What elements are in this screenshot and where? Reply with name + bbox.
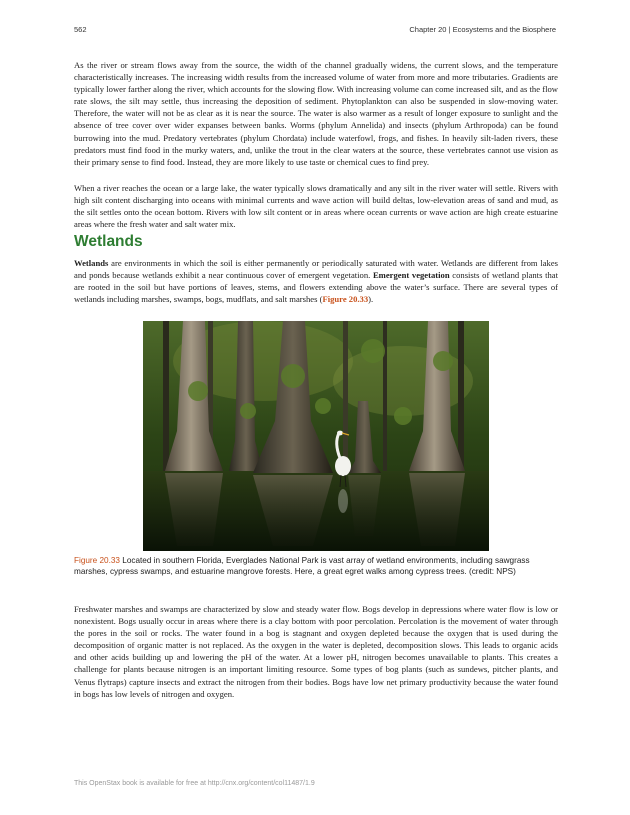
paragraph-river-ocean: When a river reaches the ocean or a large lake, the water typically slows dramatically and any silt in the river water will settle. Rivers with high silt content discharging into oceans with minimal currents and wave action will build deltas, low-elevation areas of sand and mud, as the silt settles onto the ocean bottom. Rivers with low silt content or in areas where ocean currents or wave action are high create estuarine areas where the fresh water and salt water mix. (74, 183, 558, 230)
term-emergent-vegetation: Emergent vegetation (372, 270, 450, 281)
wetlands-text-3: ). (368, 294, 374, 305)
figure-caption-text: Located in southern Florida, Everglades National Park is vast array of wetland environments, including sawgrass marshes, cypress swamps, and estuarine mangrove forests. Here, a great egret walks among cypress trees. (credit: NPS) (74, 556, 530, 577)
figure-cypress-swamp-photo (143, 321, 489, 551)
wetlands-text-2: consists of wetland plants that are rooted in the soil but have portions of leaves, stems, and flowers extending above the water’s surface. There are several types of wetlands including marshes, swamps, bogs, mudflats, and salt marshes ( (74, 270, 558, 305)
chapter-title: Chapter 20 | Ecosystems and the Biosphere (409, 25, 556, 34)
term-wetlands: Wetlands (74, 258, 109, 268)
wetlands-text-1: are environments in which the soil is either permanently or periodically saturated with water. Wetlands are different from lakes and ponds because wetlands exhibit a near continuous cover of emergent vegetation. (74, 258, 558, 281)
figure-caption-label: Figure 20.33 (74, 556, 120, 565)
page-header (74, 25, 556, 37)
figure-link[interactable]: Figure 20.33 (322, 294, 369, 305)
cypress-swamp-image (143, 321, 489, 551)
page-footer: This OpenStax book is available for free at http://cnx.org/content/col11487/1.9 (74, 780, 315, 787)
paragraph-bogs: Freshwater marshes and swamps are characterized by slow and steady water flow. Bogs develop in depressions where water flow is low or nonexistent. Bogs usually occur in areas where there is a clay bottom with poor percolation. Percolation is the movement of water through the pores in the soil or rocks. The water found in a bog is stagnant and oxygen depleted because the oxygen that is used during the decomposition of organic matter is not replaced. As the oxygen in the water is depleted, decomposition slows. This leads to organic acids and other acids building up and lowering the pH of the water. At a lower pH, nitrogen becomes unavailable to plants. This creates a challenge for plants because nitrogen is an important limiting resource. Some types of bog plants (such as sundews, pitcher plants, and Venus flytraps) capture insects and extract the nitrogen from their bodies. Bogs have low net primary productivity because the water found in bogs has low levels of nitrogen and oxygen. (74, 604, 558, 699)
section-heading-wetlands: Wetlands (74, 233, 143, 250)
paragraph-river-flow: As the river or stream flows away from the source, the width of the channel gradually widens, the current slows, and the temperature characteristically increases. The increasing width results from the increased volume of water from more and more tributaries. Gradients are typically lower farther along the river, which accounts for the slowing flow. With increasing volume can come increased silt, and as the flow rate slows, the silt may settle, thus increasing the deposition of sediment. Phytoplankton can also be suspended in slow-moving water. Therefore, the water will not be as clear as it is near the source. The water is also warmer as a result of longer exposure to sunlight and the absence of tree cover over wider expanses between banks. Worms (phylum Annelida) and insects (phylum Arthropoda) can be found burrowing into the mud. Predatory vertebrates (phylum Chordata) include waterfowl, frogs, and fishes. In heavily silt-laden rivers, these predators must find food in the murky waters, and, unlike the trout in the clear waters at the source, these vertebrates cannot use vision as their primary sense to find food. Instead, they are more likely to use taste or chemical cues to find prey. (74, 60, 558, 167)
page-number: 562 (74, 25, 87, 34)
figure-caption (74, 555, 558, 577)
paragraph-wetlands (74, 257, 558, 305)
